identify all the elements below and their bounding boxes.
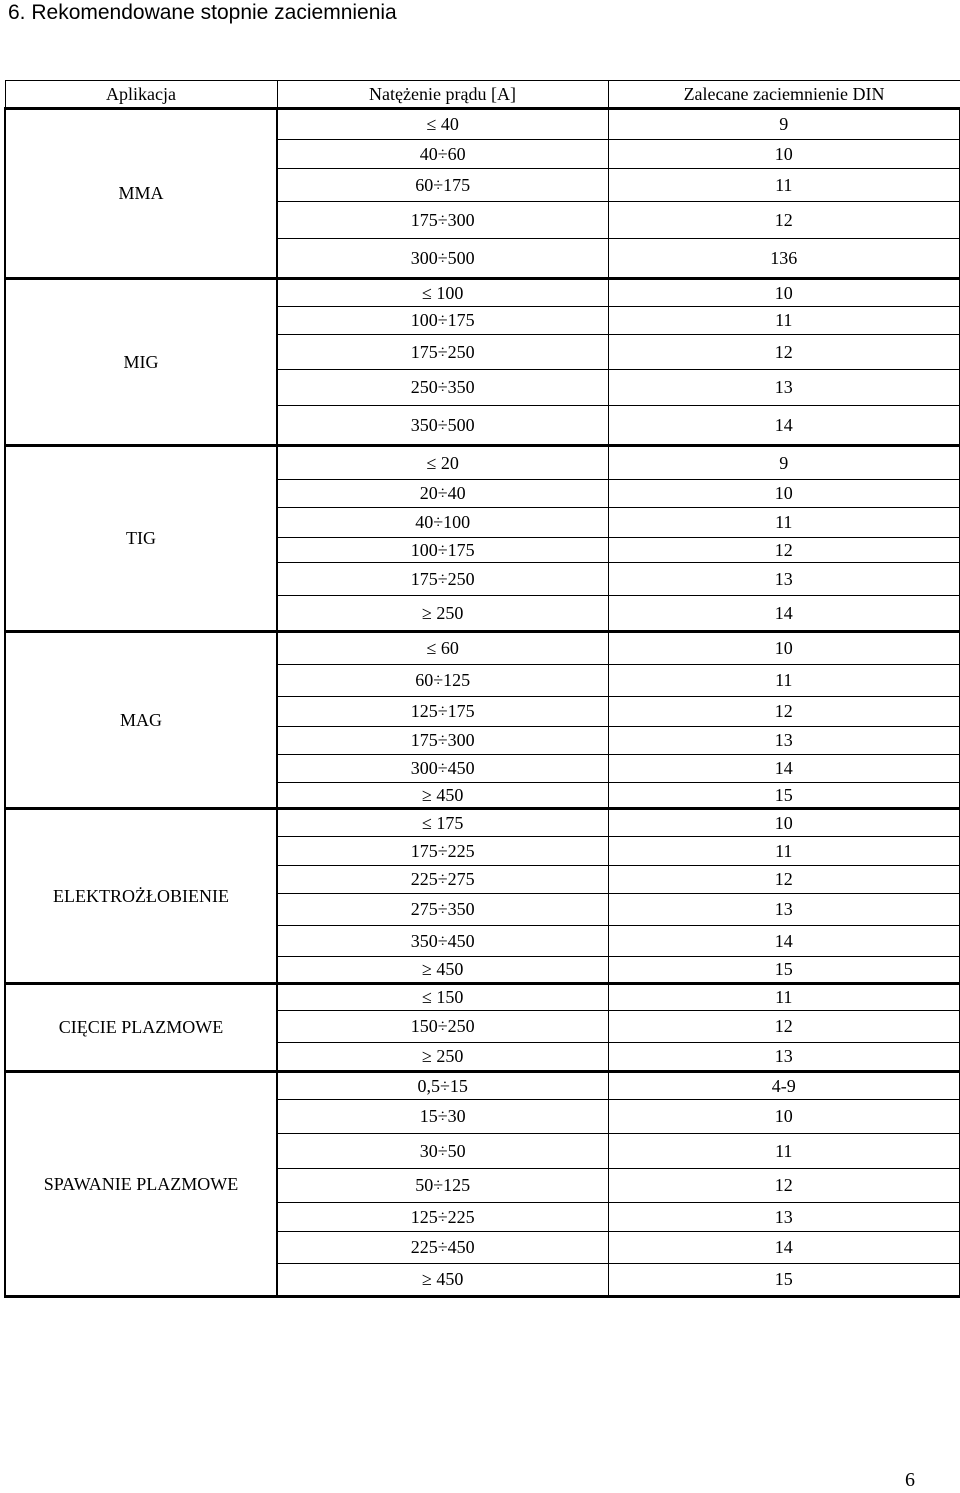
current-range-cell: ≥ 450 [277,783,608,809]
page-heading: 6. Rekomendowane stopnie zaciemnienia [8,1,397,24]
din-shade-cell: 12 [608,866,960,894]
current-range-cell: ≤ 150 [277,984,608,1011]
din-shade-cell: 14 [608,926,960,957]
table-row [5,984,960,1011]
din-shade-cell: 15 [608,957,960,984]
current-range-cell: 175÷225 [277,837,608,866]
current-range-cell: 175÷250 [277,563,608,596]
current-range-cell: ≥ 450 [277,1264,608,1297]
din-shade-cell: 11 [608,169,960,202]
din-shade-cell: 10 [608,1100,960,1134]
din-shade-cell: 136 [608,239,960,279]
page-number: 6 [905,1469,915,1491]
din-shade-cell: 10 [608,480,960,508]
din-shade-cell: 11 [608,508,960,538]
current-range-cell: ≥ 250 [277,596,608,632]
current-range-cell: 0,5÷15 [277,1072,608,1100]
table-header [5,81,960,109]
table-row [5,279,960,307]
table-row [5,632,960,665]
current-range-cell: 175÷300 [277,727,608,755]
din-shade-cell: 13 [608,894,960,926]
current-range-cell: 250÷350 [277,370,608,406]
current-range-cell: 175÷250 [277,335,608,370]
current-range-cell: 60÷175 [277,169,608,202]
din-shade-cell: 15 [608,1264,960,1297]
din-shade-cell: 9 [608,446,960,480]
din-shade-cell: 12 [608,697,960,727]
current-range-cell: 40÷60 [277,140,608,169]
current-range-cell: 175÷300 [277,202,608,239]
din-shade-cell: 13 [608,563,960,596]
din-shade-cell: 11 [608,1134,960,1169]
din-shade-cell: 12 [608,335,960,370]
application-cell: SPAWANIE PLAZMOWE [5,1072,277,1297]
current-range-cell: ≤ 175 [277,809,608,837]
current-range-cell: 100÷175 [277,538,608,563]
current-range-cell: 350÷500 [277,406,608,446]
current-range-cell: 300÷450 [277,755,608,783]
current-range-cell: ≤ 20 [277,446,608,480]
din-shade-cell: 13 [608,727,960,755]
current-range-cell: 300÷500 [277,239,608,279]
din-shade-cell: 14 [608,1232,960,1264]
header-application: Aplikacja [5,81,277,109]
din-shade-cell: 11 [608,837,960,866]
current-range-cell: 15÷30 [277,1100,608,1134]
application-cell: TIG [5,446,277,632]
current-range-cell: ≥ 450 [277,957,608,984]
table-body [5,109,960,1297]
din-shade-cell: 10 [608,140,960,169]
din-shade-cell: 4-9 [608,1072,960,1100]
din-shade-cell: 15 [608,783,960,809]
din-shade-cell: 10 [608,809,960,837]
current-range-cell: 60÷125 [277,665,608,697]
table-row [5,809,960,837]
din-shade-cell: 12 [608,538,960,563]
din-shade-cell: 14 [608,406,960,446]
current-range-cell: ≤ 40 [277,109,608,140]
din-shade-cell: 12 [608,202,960,239]
current-range-cell: 50÷125 [277,1169,608,1203]
din-shade-cell: 14 [608,596,960,632]
din-shade-cell: 10 [608,279,960,307]
current-range-cell: 40÷100 [277,508,608,538]
application-cell: CIĘCIE PLAZMOWE [5,984,277,1072]
application-cell: MIG [5,279,277,446]
current-range-cell: 100÷175 [277,307,608,335]
table-row [5,109,960,140]
table-row [5,1072,960,1100]
din-shade-cell: 13 [608,1043,960,1072]
din-shade-cell: 13 [608,1203,960,1232]
header-din: Zalecane zaciemnienie DIN [608,81,960,109]
current-range-cell: 30÷50 [277,1134,608,1169]
current-range-cell: ≥ 250 [277,1043,608,1072]
header-current: Natężenie prądu [A] [277,81,608,109]
din-shade-cell: 12 [608,1011,960,1043]
application-cell: ELEKTROŻŁOBIENIE [5,809,277,984]
din-shade-cell: 12 [608,1169,960,1203]
shade-table [4,80,960,1298]
current-range-cell: ≤ 100 [277,279,608,307]
current-range-cell: 275÷350 [277,894,608,926]
table-row [5,446,960,480]
current-range-cell: 125÷225 [277,1203,608,1232]
current-range-cell: 350÷450 [277,926,608,957]
din-shade-cell: 11 [608,984,960,1011]
current-range-cell: 125÷175 [277,697,608,727]
din-shade-cell: 9 [608,109,960,140]
current-range-cell: 20÷40 [277,480,608,508]
din-shade-cell: 11 [608,307,960,335]
din-shade-cell: 10 [608,632,960,665]
current-range-cell: 225÷275 [277,866,608,894]
application-cell: MAG [5,632,277,809]
application-cell: MMA [5,109,277,279]
din-shade-cell: 13 [608,370,960,406]
din-shade-cell: 14 [608,755,960,783]
current-range-cell: ≤ 60 [277,632,608,665]
din-shade-cell: 11 [608,665,960,697]
current-range-cell: 225÷450 [277,1232,608,1264]
current-range-cell: 150÷250 [277,1011,608,1043]
